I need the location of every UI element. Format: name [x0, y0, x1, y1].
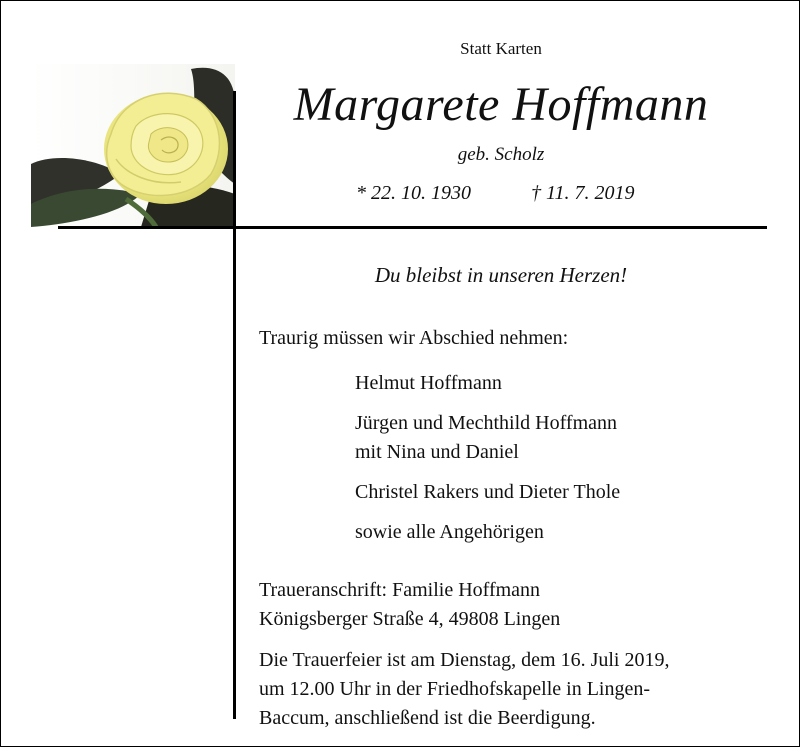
family-line-juergen: [355, 409, 617, 467]
birth-date: * 22. 10. 1930: [356, 182, 471, 204]
statt-karten-label: Statt Karten: [460, 39, 542, 58]
maiden-name: geb. Scholz: [457, 144, 545, 165]
rose-image: [31, 64, 235, 227]
death-date: † 11. 7. 2019: [531, 182, 635, 204]
ceremony-line-3: Baccum, anschließend ist die Beerdigung.: [259, 707, 596, 729]
address-line-1: Traueranschrift: Familie Hoffmann: [259, 579, 541, 601]
deceased-name: Margarete Hoffmann: [293, 78, 709, 131]
family-line-juergen-children: mit Nina und Daniel: [355, 441, 519, 463]
ceremony-line-1: Die Trauerfeier ist am Dienstag, dem 16. Juli 2019,: [259, 649, 670, 671]
motto: Du bleibst in unseren Herzen!: [374, 263, 628, 287]
ceremony-info: [259, 646, 670, 733]
ceremony-line-2: um 12.00 Uhr in der Friedhofskapelle in Lingen-: [259, 678, 651, 700]
family-line-juergen-name: Jürgen und Mechthild Hoffmann: [355, 412, 618, 434]
family-line-helmut: Helmut Hoffmann: [355, 372, 502, 394]
address-line-2: Königsberger Straße 4, 49808 Lingen: [259, 608, 561, 630]
family-line-relatives: sowie alle Angehörigen: [355, 521, 544, 543]
cross-horizontal-line: [58, 226, 767, 229]
family-line-christel: Christel Rakers und Dieter Thole: [355, 481, 621, 503]
rose-illustration: [31, 64, 235, 227]
mourning-address: [259, 576, 560, 634]
intro-text: Traurig müssen wir Abschied nehmen:: [259, 327, 569, 349]
cross-vertical-line: [233, 91, 236, 719]
